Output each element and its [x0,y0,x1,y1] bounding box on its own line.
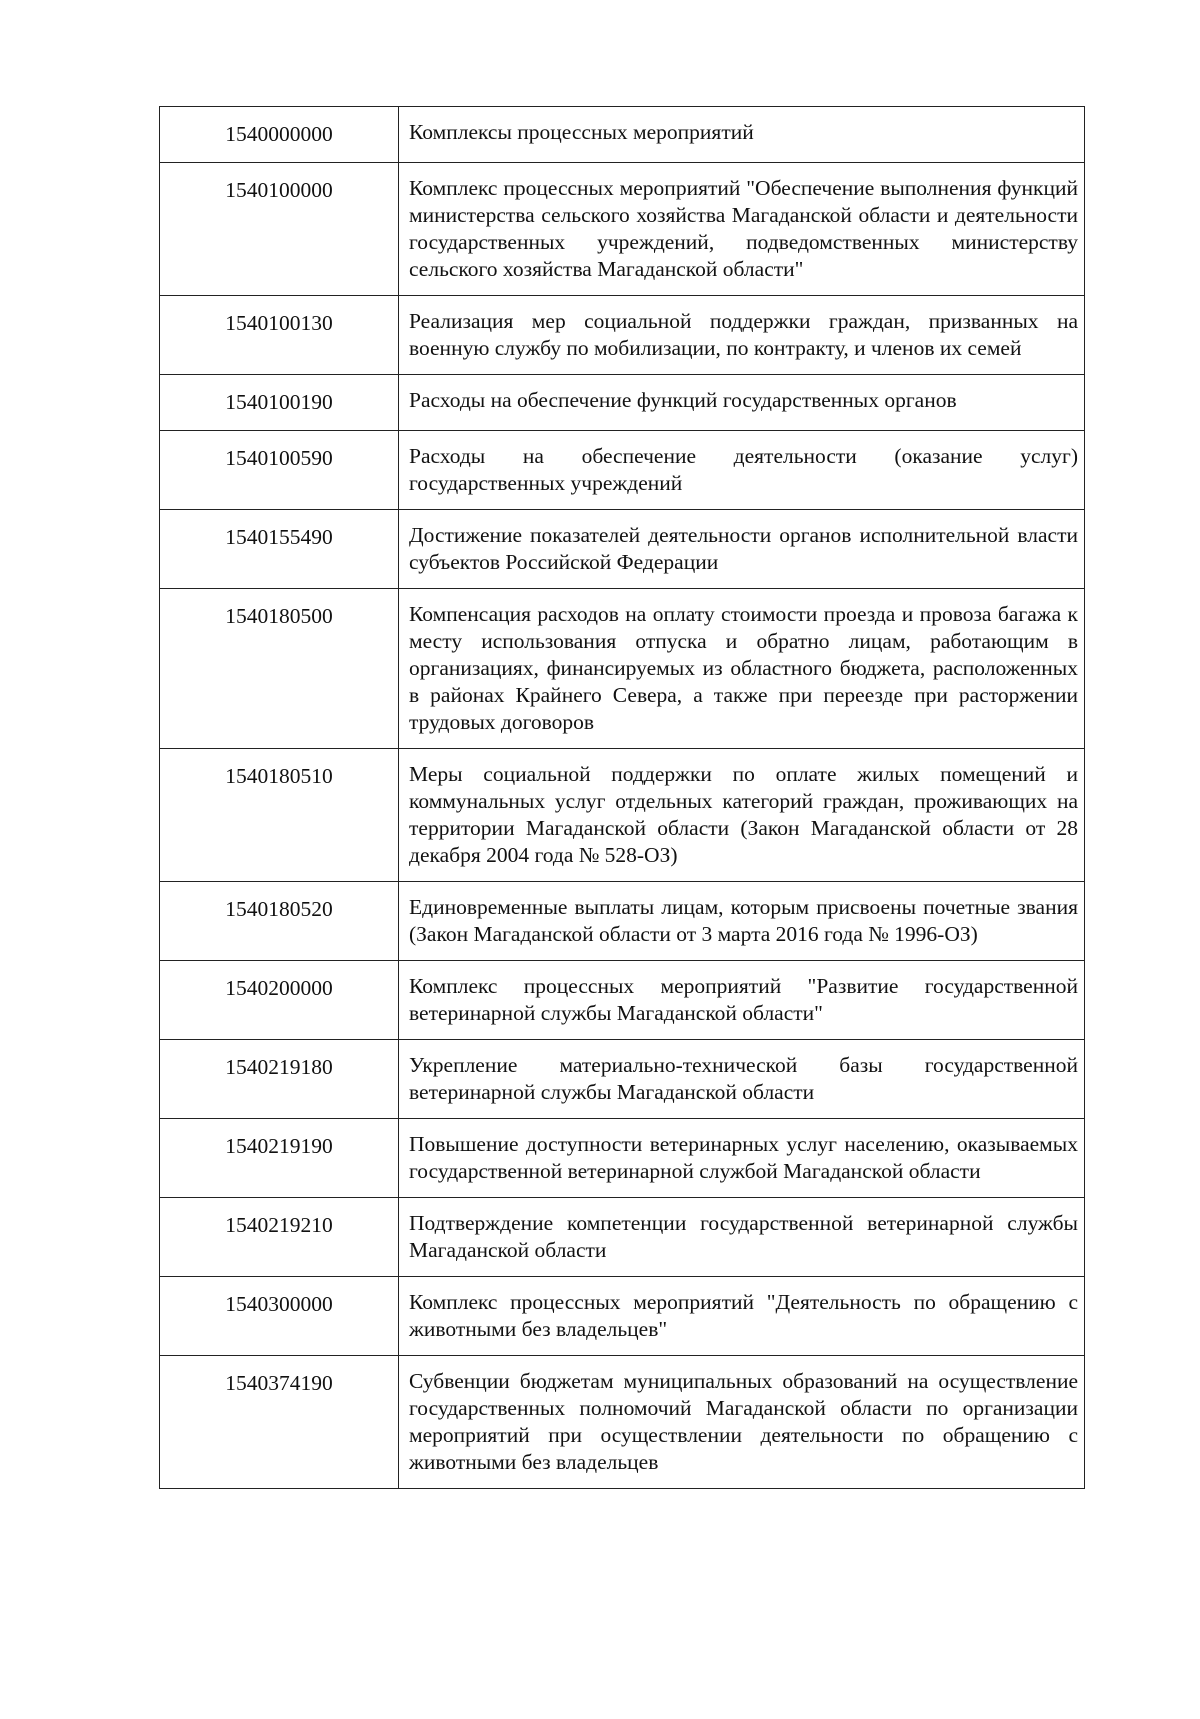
row-code: 1540100590 [160,431,399,510]
table-row [160,296,1085,375]
budget-classification-table [159,106,1085,1489]
row-name: Комплексы процессных мероприятий [399,107,1085,163]
row-code: 1540219210 [160,1198,399,1277]
table-row [160,961,1085,1040]
row-name: Компенсация расходов на оплату стоимости проезда и провоза багажа к месту использования отпуска и обратно лицам, работающим в организациях, финансируемых из областного бюджета, расположенных в районах Крайнего Севера, а также при переезде при расторжении трудовых договоров [399,589,1085,749]
row-code: 1540100000 [160,163,399,296]
table-row [160,749,1085,882]
row-code: 1540155490 [160,510,399,589]
row-code: 1540219180 [160,1040,399,1119]
row-name: Расходы на обеспечение деятельности (оказание услуг) государственных учреждений [399,431,1085,510]
row-name: Повышение доступности ветеринарных услуг населению, оказываемых государственной ветеринарной службой Магаданской области [399,1119,1085,1198]
table-row [160,510,1085,589]
row-name: Достижение показателей деятельности органов исполнительной власти субъектов Российской Федерации [399,510,1085,589]
table-row [160,1119,1085,1198]
table-row [160,1356,1085,1489]
table-row [160,375,1085,431]
table-row [160,431,1085,510]
row-code: 1540374190 [160,1356,399,1489]
table-row [160,1277,1085,1356]
table-row [160,163,1085,296]
row-code: 1540200000 [160,961,399,1040]
row-name: Комплекс процессных мероприятий "Деятельность по обращению с животными без владельцев" [399,1277,1085,1356]
row-name: Реализация мер социальной поддержки граждан, призванных на военную службу по мобилизации, по контракту, и членов их семей [399,296,1085,375]
table-row [160,1198,1085,1277]
row-name: Укрепление материально-технической базы государственной ветеринарной службы Магаданской области [399,1040,1085,1119]
row-code: 1540180520 [160,882,399,961]
table-body [160,107,1085,1489]
row-code: 1540100130 [160,296,399,375]
table-row [160,882,1085,961]
table-row [160,589,1085,749]
row-code: 1540300000 [160,1277,399,1356]
row-code: 1540100190 [160,375,399,431]
row-name: Единовременные выплаты лицам, которым присвоены почетные звания (Закон Магаданской области от 3 марта 2016 года № 1996-ОЗ) [399,882,1085,961]
row-code: 1540180500 [160,589,399,749]
row-code: 1540000000 [160,107,399,163]
table-row [160,107,1085,163]
row-name: Субвенции бюджетам муниципальных образований на осуществление государственных полномочий Магаданской области по организации мероприятий при осуществлении деятельности по обращению с животными без владельцев [399,1356,1085,1489]
row-name: Подтверждение компетенции государственной ветеринарной службы Магаданской области [399,1198,1085,1277]
row-name: Комплекс процессных мероприятий "Обеспечение выполнения функций министерства сельского хозяйства Магаданской области и деятельности государственных учреждений, подведомственных министерству сельского хозяйства Магаданской области" [399,163,1085,296]
row-name: Комплекс процессных мероприятий "Развитие государственной ветеринарной службы Магаданской области" [399,961,1085,1040]
row-name: Меры социальной поддержки по оплате жилых помещений и коммунальных услуг отдельных категорий граждан, проживающих на территории Магаданской области (Закон Магаданской области от 28 декабря 2004 года № 528-ОЗ) [399,749,1085,882]
row-code: 1540219190 [160,1119,399,1198]
table-row [160,1040,1085,1119]
row-name: Расходы на обеспечение функций государственных органов [399,375,1085,431]
row-code: 1540180510 [160,749,399,882]
